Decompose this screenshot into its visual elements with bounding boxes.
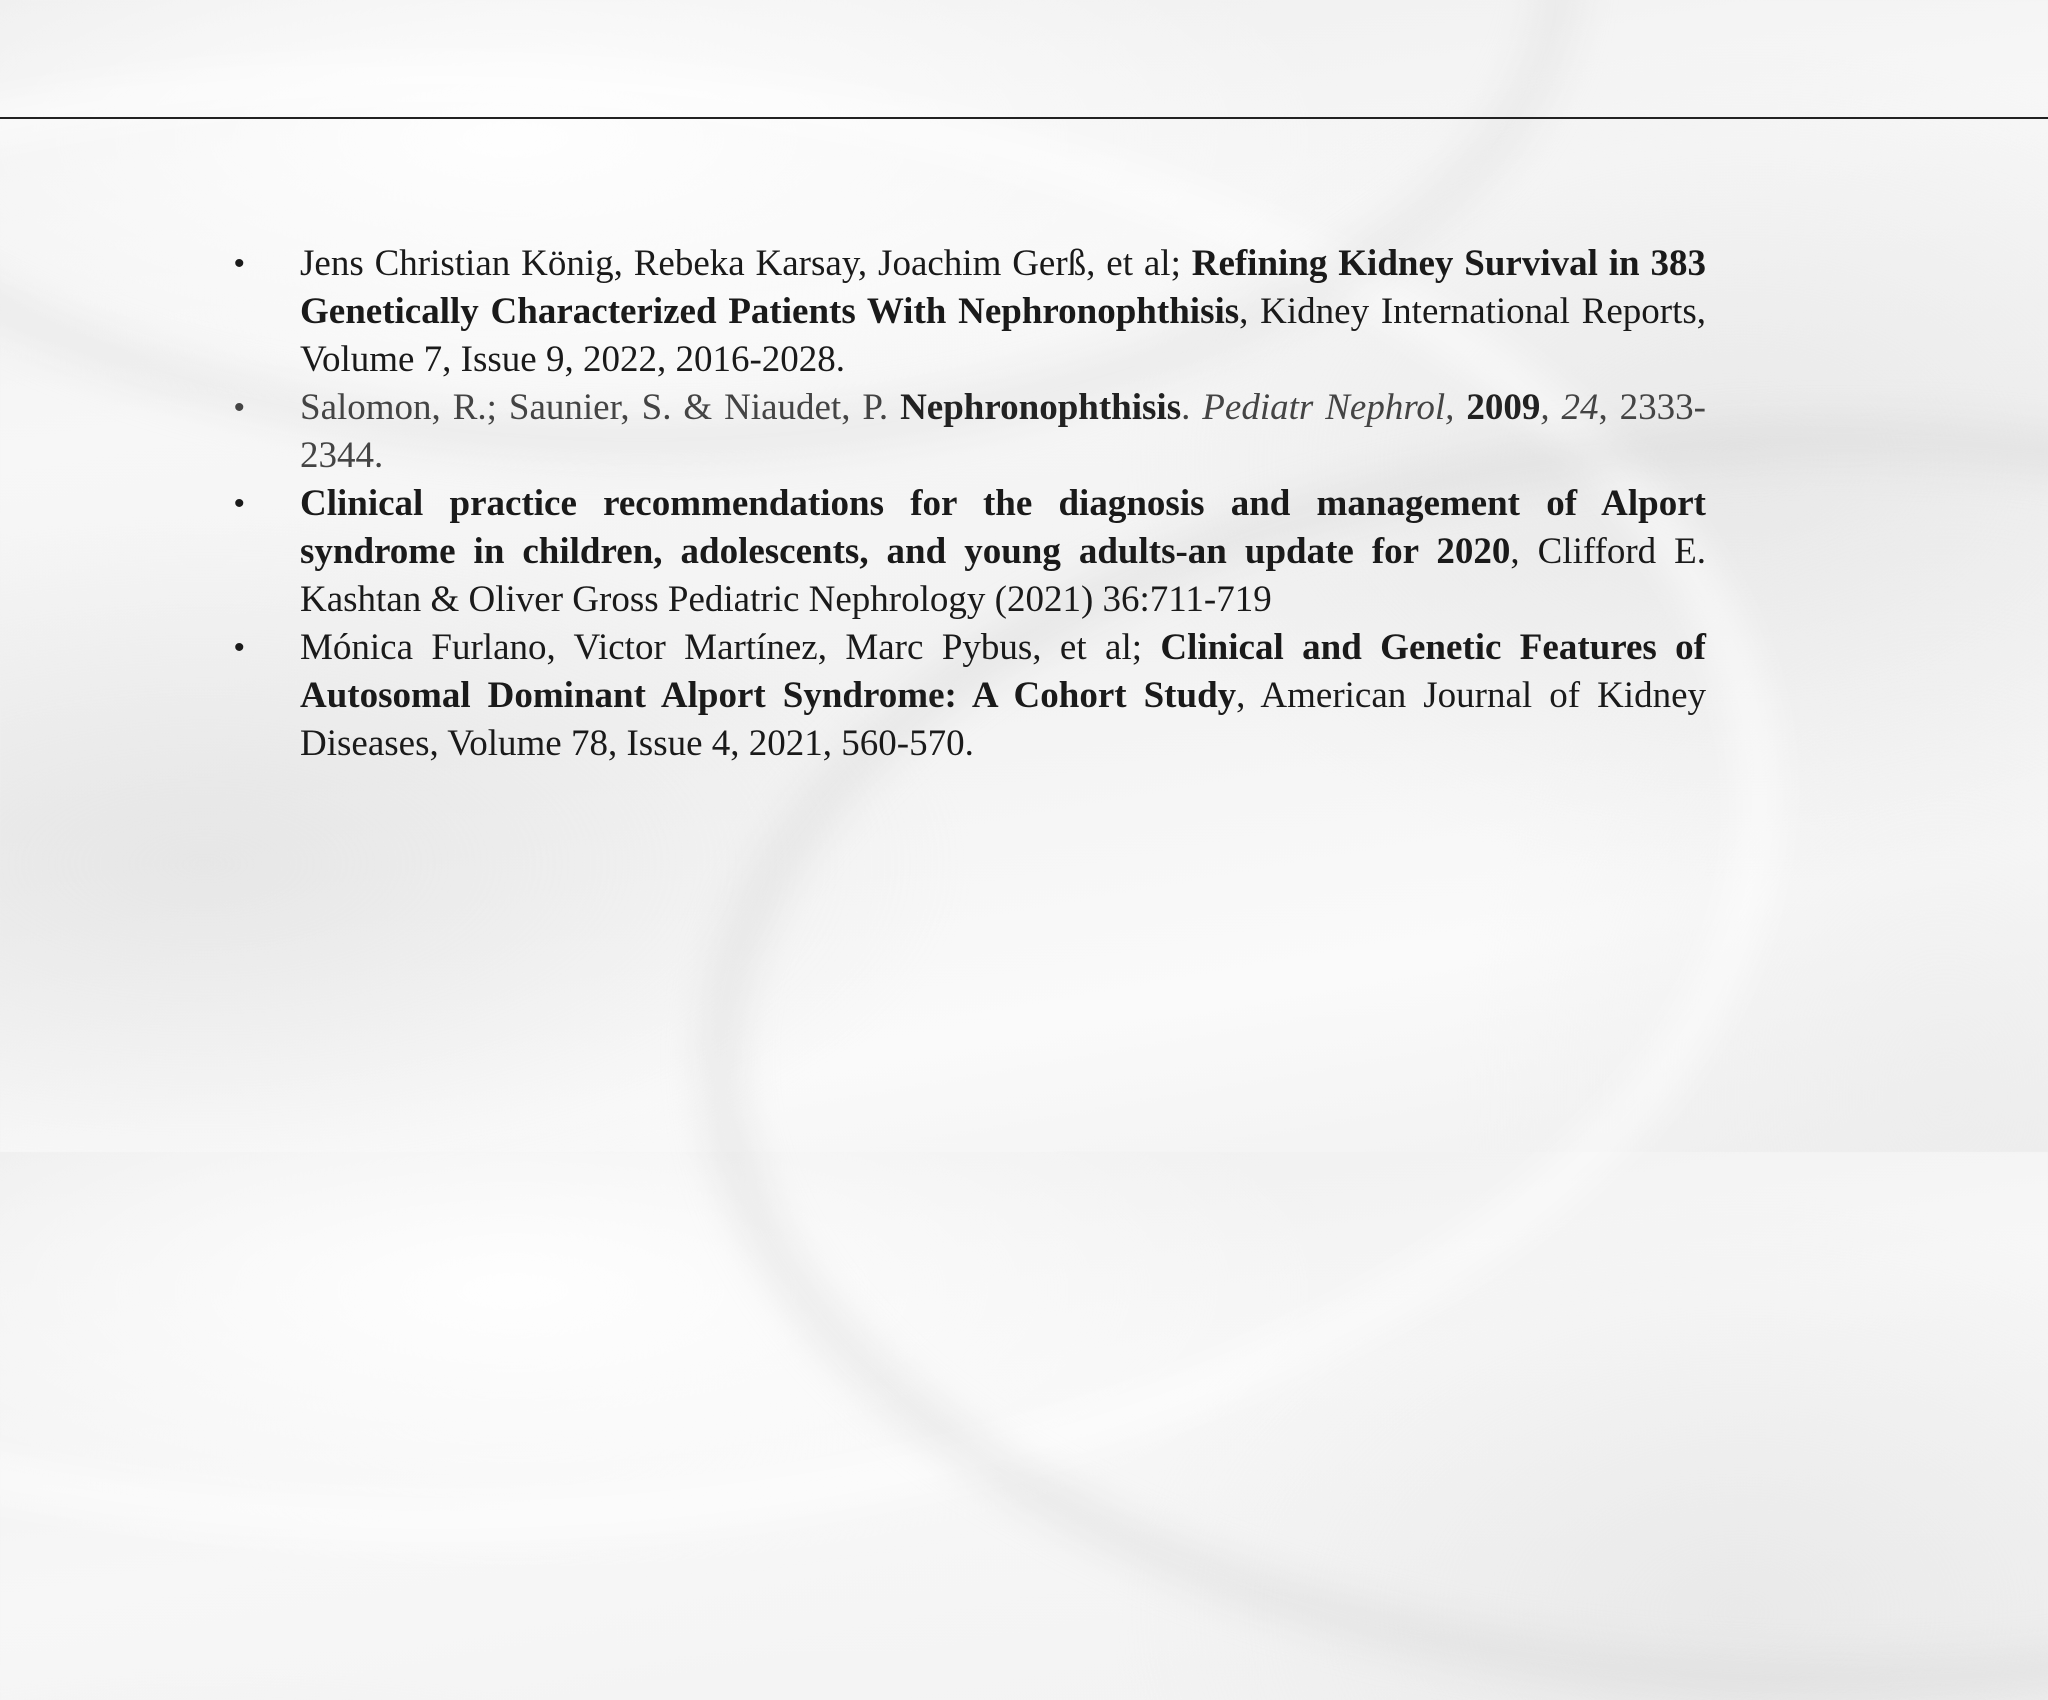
header-divider	[0, 117, 2048, 119]
reference-source: , Clifford E. Kashtan & Oliver Gross Pediatric Nephrology (2021) 36:711-719	[300, 531, 1706, 620]
reference-title: Clinical practice recommendations for the diagnosis and management of Alport syndrome in children, adolescents, and young adults-an update for 2020	[300, 483, 1706, 572]
bullet: •	[234, 487, 245, 520]
reference-separator: .	[1181, 387, 1203, 428]
reference-list	[234, 240, 1707, 768]
reference-title: Refining Kidney Survival in 383 Genetically Characterized Patients With Nephronophthisis	[300, 243, 1706, 332]
bullet: •	[234, 631, 245, 664]
reference-item	[234, 480, 1706, 624]
bullet: •	[234, 247, 245, 280]
reference-item	[234, 384, 1707, 480]
reference-journal: Pediatr Nephrol,	[1202, 387, 1455, 428]
reference-title: Clinical and Genetic Features of Autosomal Dominant Alport Syndrome: A Cohort Study	[300, 627, 1707, 716]
reference-year: 2009	[1466, 387, 1541, 428]
reference-pages: , 2333-2344.	[300, 387, 1707, 476]
reference-item	[234, 240, 1706, 384]
bullet: •	[234, 391, 245, 424]
reference-volume: , 24	[1540, 387, 1599, 428]
reference-source: , American Journal of Kidney Diseases, Volume 78, Issue 4, 2021, 560-570.	[300, 675, 1707, 764]
reference-item	[234, 624, 1707, 768]
reference-source: , Kidney International Reports, Volume 7, Issue 9, 2022, 2016-2028.	[300, 291, 1706, 380]
reference-authors: Salomon, R.; Saunier, S. & Niaudet, P.	[300, 387, 901, 428]
reference-authors: Mónica Furlano, Victor Martínez, Marc Pybus, et al;	[300, 627, 1161, 668]
reference-authors: Jens Christian König, Rebeka Karsay, Joachim Gerß, et al;	[300, 243, 1192, 284]
reference-title: Nephronophthisis	[900, 387, 1182, 428]
reference-space	[1454, 387, 1466, 428]
